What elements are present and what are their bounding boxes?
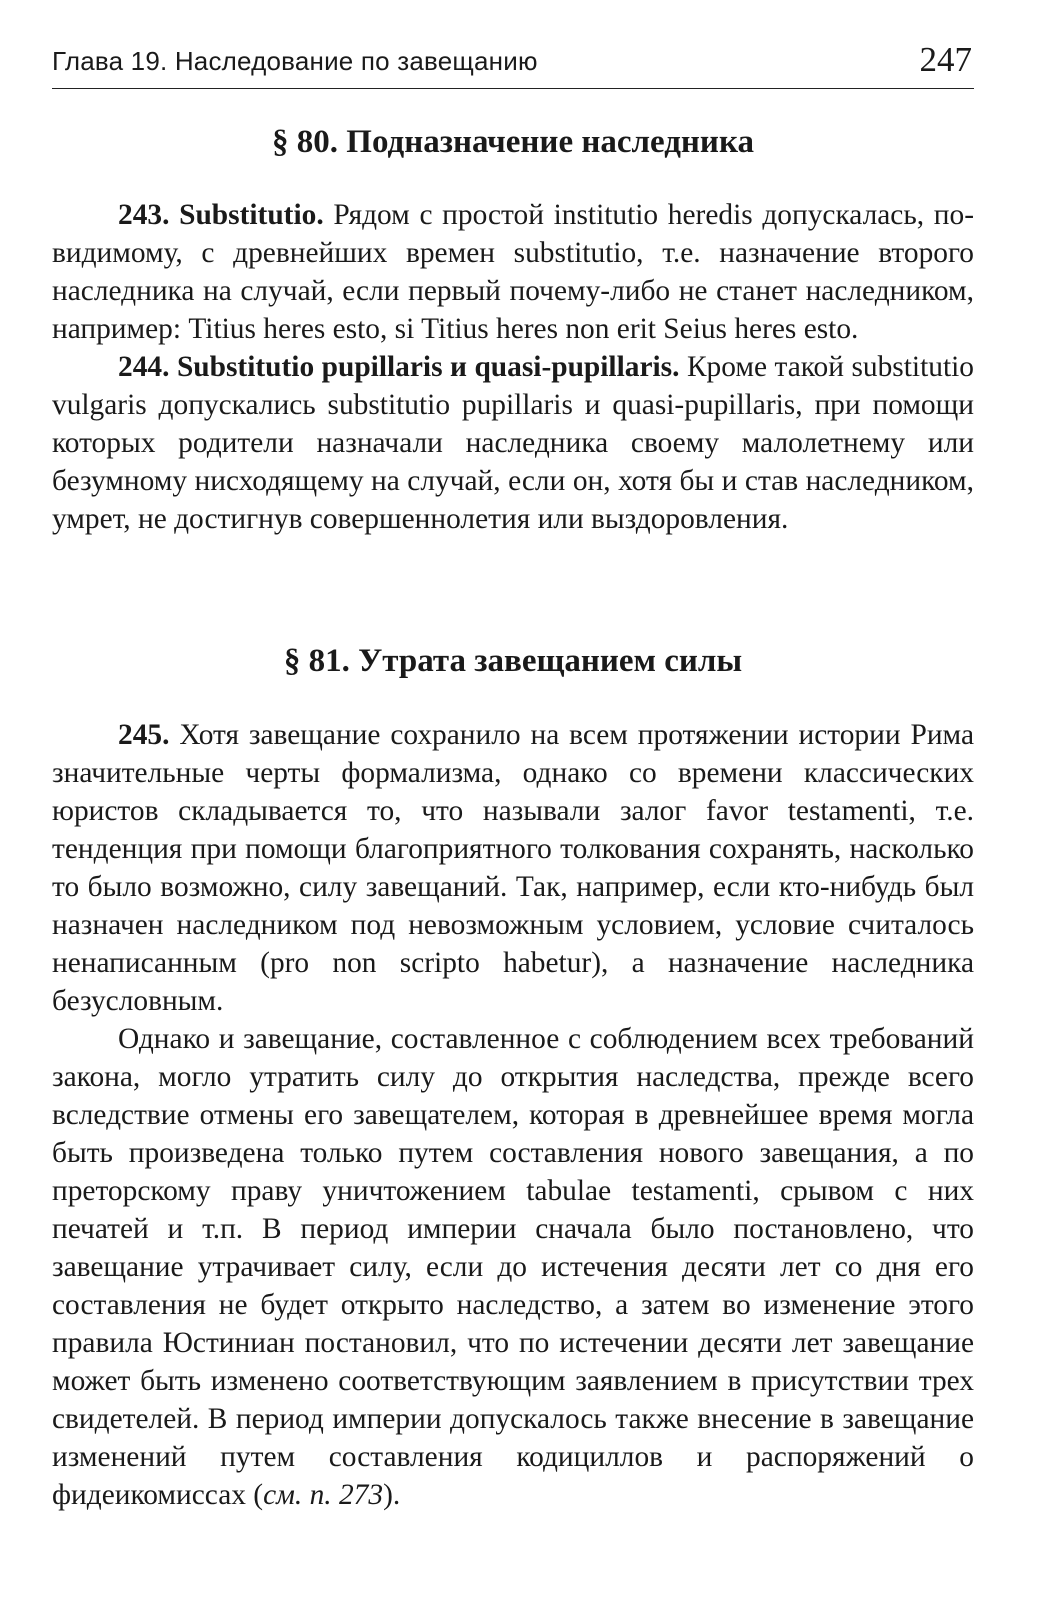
reference-close: ). [383,1479,401,1511]
paragraph-text: Хотя завещание сохранило на всем протяжении истории Рима значительные черты формализма, однако со времени классических юристов складывается то, что называли залог favor testamenti, т.е. тенденция при помощи благоприятного толкования сохранять, насколько то было возможно, силу завещаний. Так, например, если кто-нибудь был назначен наследником под невозможным условием, условие считалось ненаписанным (pro non scripto habetur), а назначение наследника безусловным. [52,719,974,1017]
paragraph-number: 245. [118,719,170,751]
running-header [52,40,974,89]
section-81-body [52,716,974,1514]
section-80-heading: § 80. Подназначение наследника [272,124,754,160]
paragraph-text: Кроме такой substitutio vulgaris допускались substitutio pupillaris и quasi-pupillaris, при помощи которых родители назначали наследника своему малолетнему или безумному нисходящему на случай, если он, хотя бы и став наследником, умрет, не достигнув совершеннолетия или выздоровления. [52,351,974,535]
paragraph-245 [52,716,974,1020]
paragraph-245-continued [52,1020,974,1514]
paragraph-243 [52,196,974,348]
paragraph-title: Substitutio. [179,199,324,231]
paragraph-text: Однако и завещание, составленное с соблюдением всех требований закона, могло утратить силу до открытия наследства, прежде всего вследствие отмены его завещателем, которая в древнейшее время могла быть произведена только путем составления нового завещания, а по преторскому праву уничтожением tabulae testamenti, срывом с них печатей и т.п. В период империи сначала было постановлено, что завещание утрачивает силу, если до истечения десяти лет со дня его составления не будет открыто наследство, а затем во изменение этого правила Юстиниан постановил, что по истечении десяти лет завещание может быть изменено соответствующим заявлением в присутствии трех свидетелей. В период империи допускалось также внесение в завещание изменений путем составления кодициллов и распоряжений о фидеикомиссах [52,1023,974,1511]
cross-reference: см. п. 273 [263,1479,384,1511]
paragraph-244 [52,348,974,538]
paragraph-title: Substitutio pupillaris и quasi-pupillaris. [176,351,680,383]
section-81-heading: § 81. Утрата завещанием силы [283,643,743,679]
page-number: 247 [919,40,972,79]
paragraph-number: 244. [118,351,170,383]
reference-open: ( [253,1479,264,1511]
paragraph-text: Рядом с простой institutio heredis допускалась, по-видимому, с древнейших времен substitutio, т.е. назначение второго наследника на случай, если первый почему-либо не станет наследником, например: Titius heres esto, si Titius heres non erit Seius heres esto. [52,199,974,345]
section-80-body [52,196,974,538]
paragraph-number: 243. [118,199,170,231]
chapter-title: Глава 19. Наследование по завещанию [52,46,538,76]
